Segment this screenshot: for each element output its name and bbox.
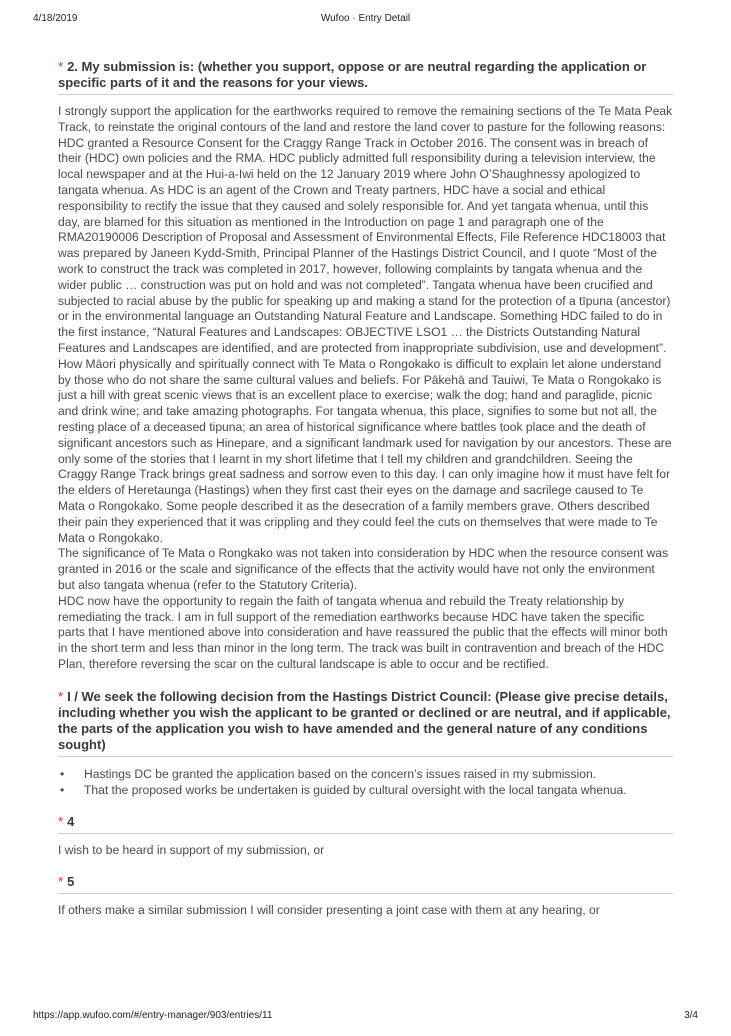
required-marker: * bbox=[58, 59, 64, 74]
answer-paragraph: I strongly support the application for the earthworks required to remove the remaining sections of the Te Mata Peak Track, to reinstate the original contours of the land and restore the land cover to pasture for the following reasons: bbox=[58, 104, 673, 134]
required-marker: * bbox=[58, 688, 64, 704]
question-4 bbox=[58, 814, 673, 859]
required-marker: * bbox=[58, 874, 64, 890]
answer-text bbox=[58, 903, 673, 919]
print-date: 4/18/2019 bbox=[33, 13, 78, 24]
answer-text bbox=[58, 104, 673, 673]
required-marker: * bbox=[58, 813, 64, 829]
print-title: Wufoo · Entry Detail bbox=[320, 13, 411, 24]
list-item: • Hastings DC be granted the application based on the concern’s issues raised in my submission. bbox=[58, 766, 673, 782]
question-decision bbox=[58, 689, 673, 798]
answer-paragraph: HDC now have the opportunity to regain the faith of tangata whenua and rebuild the Treaty relationship by remediating the track. I am in full support of the remediation earthworks because HDC have taken the specific parts that I have mentioned above into consideration and have reassured the public that the effects will minor both in the short term and less than minor in the long term. The track was built in contravention and breach of the HDC Plan, therefore reversing the scar on the cultural landscape is able to occur and be rectified. bbox=[58, 593, 668, 671]
question-text: I / We seek the following decision from the Hastings District Council: (Please give precise details, including whether you wish the applicant to be granted or declined or are neutral, and if applicable, the parts of the application you wish to have amended and the general nature of any conditions sought) bbox=[58, 688, 671, 752]
question-label bbox=[58, 59, 673, 95]
print-url: https://app.wufoo.com/#/entry-manager/903/entries/11 bbox=[33, 1010, 273, 1021]
question-submission bbox=[58, 59, 673, 673]
answer-paragraph: How Māori physically and spiritually connect with Te Mata o Rongokako is difficult to explain let alone understand by those who do not share the same cultural values and beliefs. For Pākehā and Tauiwi, Te Mata o Rongokako is just a hill with great scenic views that is an excellent place to exercise; walk the dog; hand and paraglide, picnic and drink wine; and take amazing photographs. For tangata whenua, this place, signifies to some but not all, the resting place of a deceased tipuna; an area of historical significance where battles took place and the death of significant ancestors such as Hinepare, and a significant landmark used for navigation by our ancestors. These are only some of the stories that I learnt in my short lifetime that I tell my children and grandchildren. Seeing the Craggy Range Track brings great sadness and sorrow even to this day. I can only imagine how it must have felt for the elders of Heretaunga (Hastings) when they first cast their eyes on the damage and sacrilege caused to Te Mata o Rongokako. Some people described it as the desecration of a family members grave. Others described their pain they experienced that it was crippling and they could feel the cuts on themselves that were made to Te Mata o Rongokako. bbox=[58, 356, 672, 545]
answer-paragraph: HDC granted a Resource Consent for the Craggy Range Track in October 2016. The consent was in breach of their (HDC) own policies and the RMA. HDC publicly admitted full responsibility during a television interview, the local newspaper and at the Hui-a-Iwi held on the 12 January 2019 where John O’Shaughnessy apologized to tangata whenua. As HDC is an agent of the Crown and Treaty partners, HDC have a social and ethical responsibility to rectify the issue that they caused and solely responsible for. And yet tangata whenua, until this day, are blamed for this situation as mentioned in the Introduction on page 1 and paragraph one of the RMA20190006 Description of Proposal and Assessment of Environmental Effects, File Reference HDC18003 that was prepared by Janeen Kydd-Smith, Principal Planner of the Hastings District Council, and I quote “Most of the work to construct the track was completed in 2017, however, following complaints by tangata whenua and the wider public … construction was put on hold and was not completed”. Tangata whenua have been crucified and subjected to racial abuse by the public for speaking up and making a stand for the protection of a tīpuna (ancestor) or in the environmental language an Outstanding Natural Feature and Landscape. Something HDC failed to do in the first instance, “Natural Features and Landscapes: OBJECTIVE LSO1 … the Districts Outstanding Natural Features and Landscapes are identified, and are protected from inappropriate subdivision, use and development”. bbox=[58, 135, 671, 355]
question-text: 5 bbox=[67, 874, 75, 890]
question-text: 4 bbox=[67, 813, 75, 829]
question-label bbox=[58, 814, 673, 834]
answer-list bbox=[58, 766, 673, 798]
answer-paragraph: The significance of Te Mata o Rongkako was not taken into consideration by HDC when the resource consent was granted in 2016 or the scale and significance of the effects that the activity would have not only the environment but also tangata whenua (refer to the Statutory Criteria). bbox=[58, 546, 669, 592]
answer-text bbox=[58, 843, 673, 859]
question-text: 2. My submission is: (whether you support, oppose or are neutral regarding the application or specific parts of it and the reasons for your views. bbox=[58, 59, 647, 90]
answer-paragraph: If others make a similar submission I will consider presenting a joint case with them at any hearing, or bbox=[58, 903, 600, 918]
question-label bbox=[58, 689, 673, 757]
question-label bbox=[58, 874, 673, 894]
page-number: 3/4 bbox=[684, 1010, 698, 1021]
entry-detail bbox=[58, 59, 673, 935]
question-5 bbox=[58, 874, 673, 919]
list-item: • That the proposed works be undertaken is guided by cultural oversight with the local tangata whenua. bbox=[58, 782, 673, 798]
answer-paragraph: I wish to be heard in support of my submission, or bbox=[58, 842, 325, 857]
